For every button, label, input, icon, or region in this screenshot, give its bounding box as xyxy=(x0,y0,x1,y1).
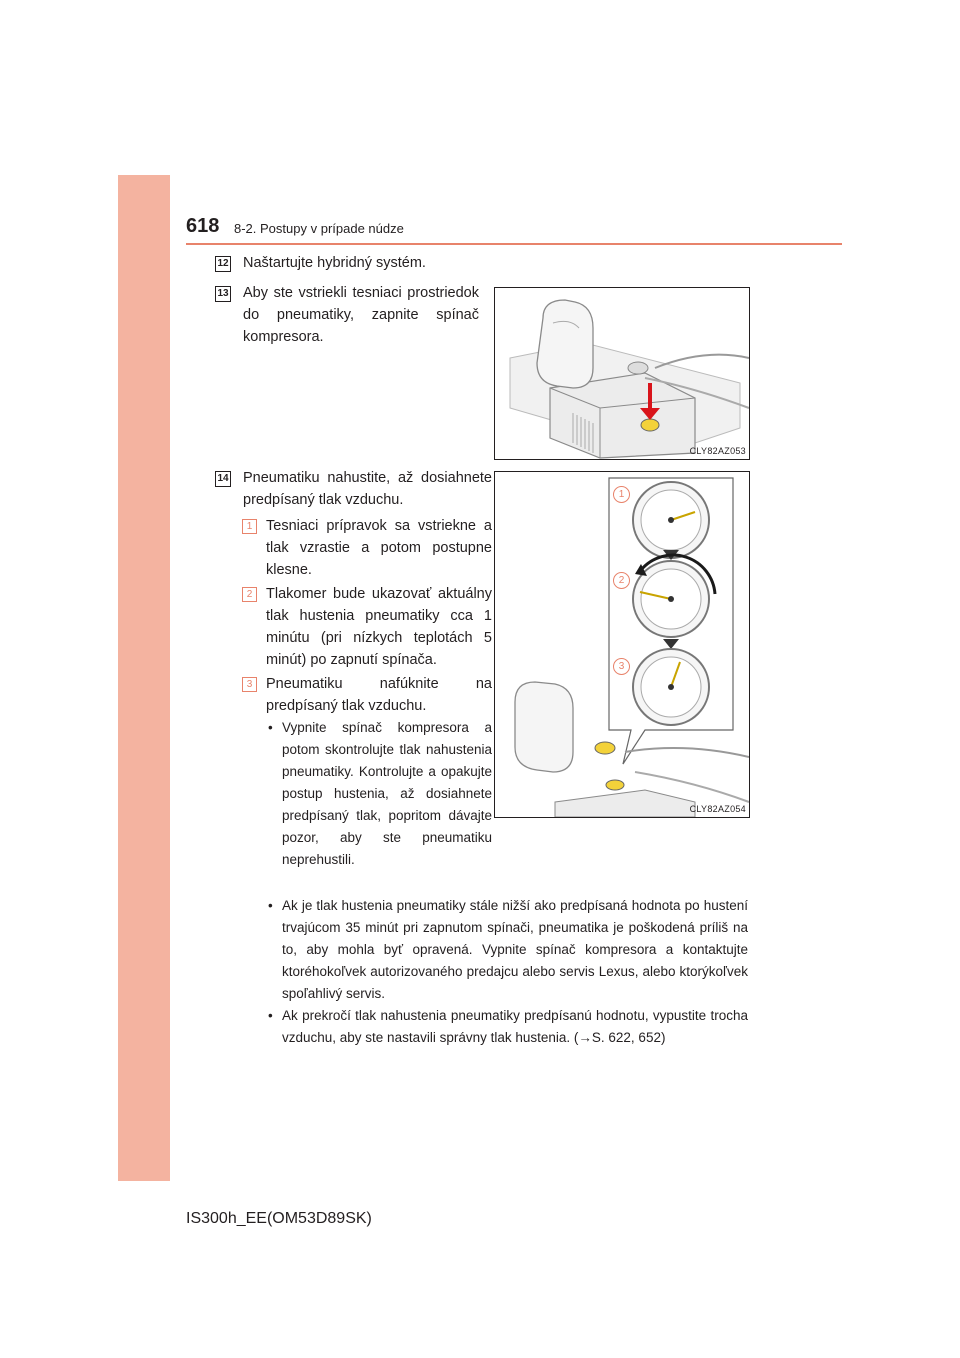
figure-1-code: CLY82AZ053 xyxy=(689,446,746,456)
note-item: • Ak prekročí tlak nahustenia pneumatiky predpísanú hodnotu, vypustite trocha vzduchu, aby ste nastavili správny tlak hustenia. (→S. 622, 652) xyxy=(268,1005,748,1049)
substep-3-number: 3 xyxy=(242,677,257,692)
substep-3-bullet xyxy=(268,717,492,871)
step-14-number: 14 xyxy=(215,471,231,487)
pressure-gauge-figure xyxy=(494,471,750,818)
section-title: 8-2. Postupy v prípade núdze xyxy=(234,221,404,236)
page-number: 618 xyxy=(186,215,220,237)
note-item: • Ak je tlak hustenia pneumatiky stále nižší ako predpísaná hodnota po hustení trvajúcom 35 minút pri zapnutom spínači, pneumatika je poškodená príliš na to, aby mohla byť opravená. Vypnite spínač kompresora a kontaktujte ktoréhokoľvek autorizovaného predajcu alebo servis Lexus, alebo ktorýkoľvek spoľahlivý servis. xyxy=(268,895,748,1005)
notes-list xyxy=(268,895,748,1049)
substep-1-text: Tesniaci prípravok sa vstriekne a tlak vzrastie a potom postupne klesne. xyxy=(266,518,492,578)
substep-2-number: 2 xyxy=(242,587,257,602)
header-rule xyxy=(186,243,842,245)
compressor-illustration xyxy=(495,288,749,459)
chapter-sidebar-tab xyxy=(118,175,170,1181)
substep-3-bullet-text: • Vypnite spínač kompresora a potom skontrolujte tlak nahustenia pneumatiky. Kontrolujte a opakujte postup hustenia, až dosiahnete predpísaný tlak, popritom dávajte pozor, aby ste pneumatiku neprehustili. xyxy=(268,717,492,871)
compressor-switch-figure xyxy=(494,287,750,460)
figure-2-code: CLY82AZ054 xyxy=(689,804,746,814)
substep-1-number: 1 xyxy=(242,519,257,534)
step-13-number: 13 xyxy=(215,286,231,302)
figure-callout-1: 1 xyxy=(613,486,630,503)
gauge-sequence-illustration xyxy=(495,472,749,817)
substep-3-text: Pneumatiku nafúknite na predpísaný tlak vzduchu. xyxy=(266,676,492,714)
step-13-text: Aby ste vstriekli tesniaci prostriedok do pneumatiky, zapnite spínač kompresora. xyxy=(243,285,479,345)
step-12-text: Naštartujte hybridný systém. xyxy=(243,255,426,271)
figure-callout-2: 2 xyxy=(613,572,630,589)
step-14-text: Pneumatiku nahustite, až dosiahnete predpísaný tlak vzduchu. xyxy=(243,470,492,508)
figure-callout-3: 3 xyxy=(613,658,630,675)
step-12-number: 12 xyxy=(215,256,231,272)
document-footer-code: IS300h_EE(OM53D89SK) xyxy=(186,1210,372,1227)
substep-2-text: Tlakomer bude ukazovať aktuálny tlak hustenia pneumatiky cca 1 minútu (pri nízkych teplotách 5 minút) po zapnutí spínača. xyxy=(266,586,492,668)
